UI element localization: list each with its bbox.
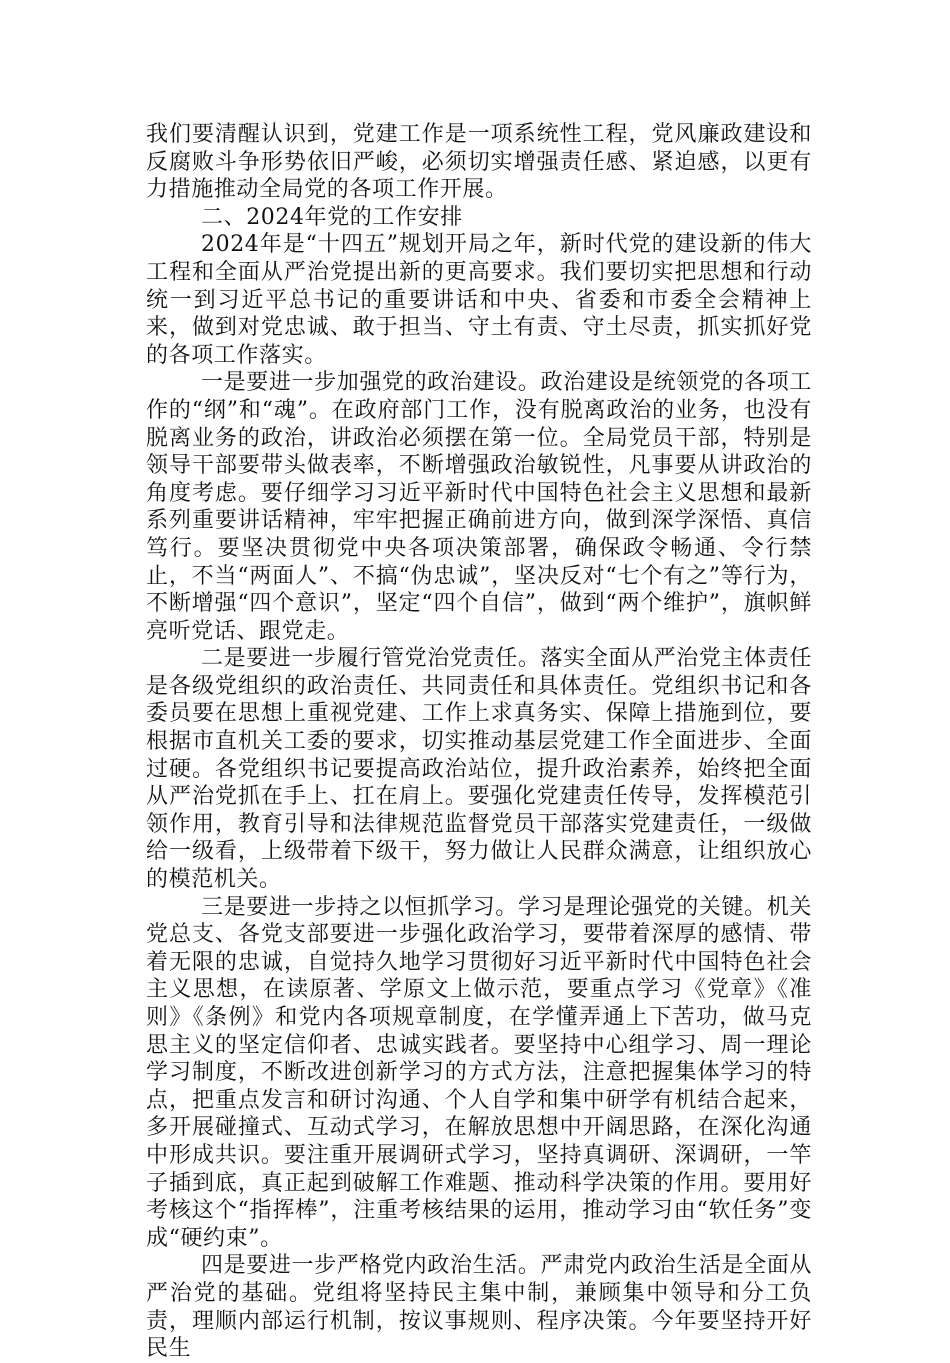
paragraph-intro: 我们要清醒认识到，党建工作是一项系统性工程，党风廉政建设和反腐败斗争形势依旧严峻，必须切实增强责任感、紧迫感，以更有力措施推动全局党的各项工作开展。 [146,122,812,203]
paragraph-overview: 2024年是“十四五”规划开局之年，新时代党的建设新的伟大工程和全面从严治党提出新的更高要求。我们要切实把思想和行动统一到习近平总书记的重要讲话和中央、省委和市委全会精神上来，做到对党忠诚、敢于担当、守土有责、守土尽责，抓实抓好党的各项工作落实。 [146,232,812,368]
paragraph-learning: 三是要进一步持之以恒抓学习。学习是理论强党的关键。机关党总支、各党支部要进一步强化政治学习，要带着深厚的感情、带着无限的忠诚，自觉持久地学习贯彻好习近平新时代中国特色社会主义思想，在读原著、学原文上做示范，要重点学习《党章》《准则》《条例》和党内各项规章制度，在学懂弄通上下苦功，做马克思主义的坚定信仰者、忠诚实践者。要坚持中心组学习、周一理论学习制度，不断改进创新学习的方式方法，注意把握集体学习的特点，把重点发言和研讨沟通、个人自学和集中研学有机结合起来，多开展碰撞式、互动式学习，在解放思想中开阔思路，在深化沟通中形成共识。要注重开展调研式学习，坚持真调研、深调研，一竿子插到底，真正起到破解工作难题、推动科学决策的作用。要用好考核这个“指挥棒”，注重考核结果的运用，推动学习由“软任务”变成“硬约束”。 [146,894,812,1251]
paragraph-political-life: 四是要进一步严格党内政治生活。严肃党内政治生活是全面从严治党的基础。党组将坚持民主集中制，兼顾集中领导和分工负责，理顺内部运行机制，按议事规则、程序决策。今年要坚持开好民生 [146,1253,812,1362]
paragraph-party-responsibility: 二是要进一步履行管党治党责任。落实全面从严治党主体责任是各级党组织的政治责任、共同责任和具体责任。党组织书记和各委员要在思想上重视党建、工作上求真务实、保障上措施到位，要根据市直机关工委的要求，切实推动基层党建工作全面进步、全面过硬。各党组织书记要提高政治站位，提升政治素养，始终把全面从严治党抓在手上、扛在肩上。要强化党建责任传导，发挥模范引领作用，教育引导和法律规范监督党员干部落实党建责任，一级做给一级看，上级带着下级干，努力做让人民群众满意，让组织放心的模范机关。 [146,646,812,893]
paragraph-political-building: 一是要进一步加强党的政治建设。政治建设是统领党的各项工作的“纲”和“魂”。在政府部门工作，没有脱离政治的业务，也没有脱离业务的政治，讲政治必须摆在第一位。全局党员干部，特别是领导干部要带头做表率，不断增强政治敏锐性，凡事要从讲政治的角度考虑。要仔细学习习近平新时代中国特色社会主义思想和最新系列重要讲话精神，牢牢把握正确前进方向，做到深学深悟、真信笃行。要坚决贯彻党中央各项决策部署，确保政令畅通、令行禁止，不当“两面人”、不搞“伪忠诚”，坚决反对“七个有之”等行为，不断增强“四个意识”，坚定“四个自信”，做到“两个维护”，旗帜鲜亮听党话、跟党走。 [146,370,812,644]
section-heading: 二、2024年党的工作安排 [201,204,463,230]
document-body [146,121,812,1363]
